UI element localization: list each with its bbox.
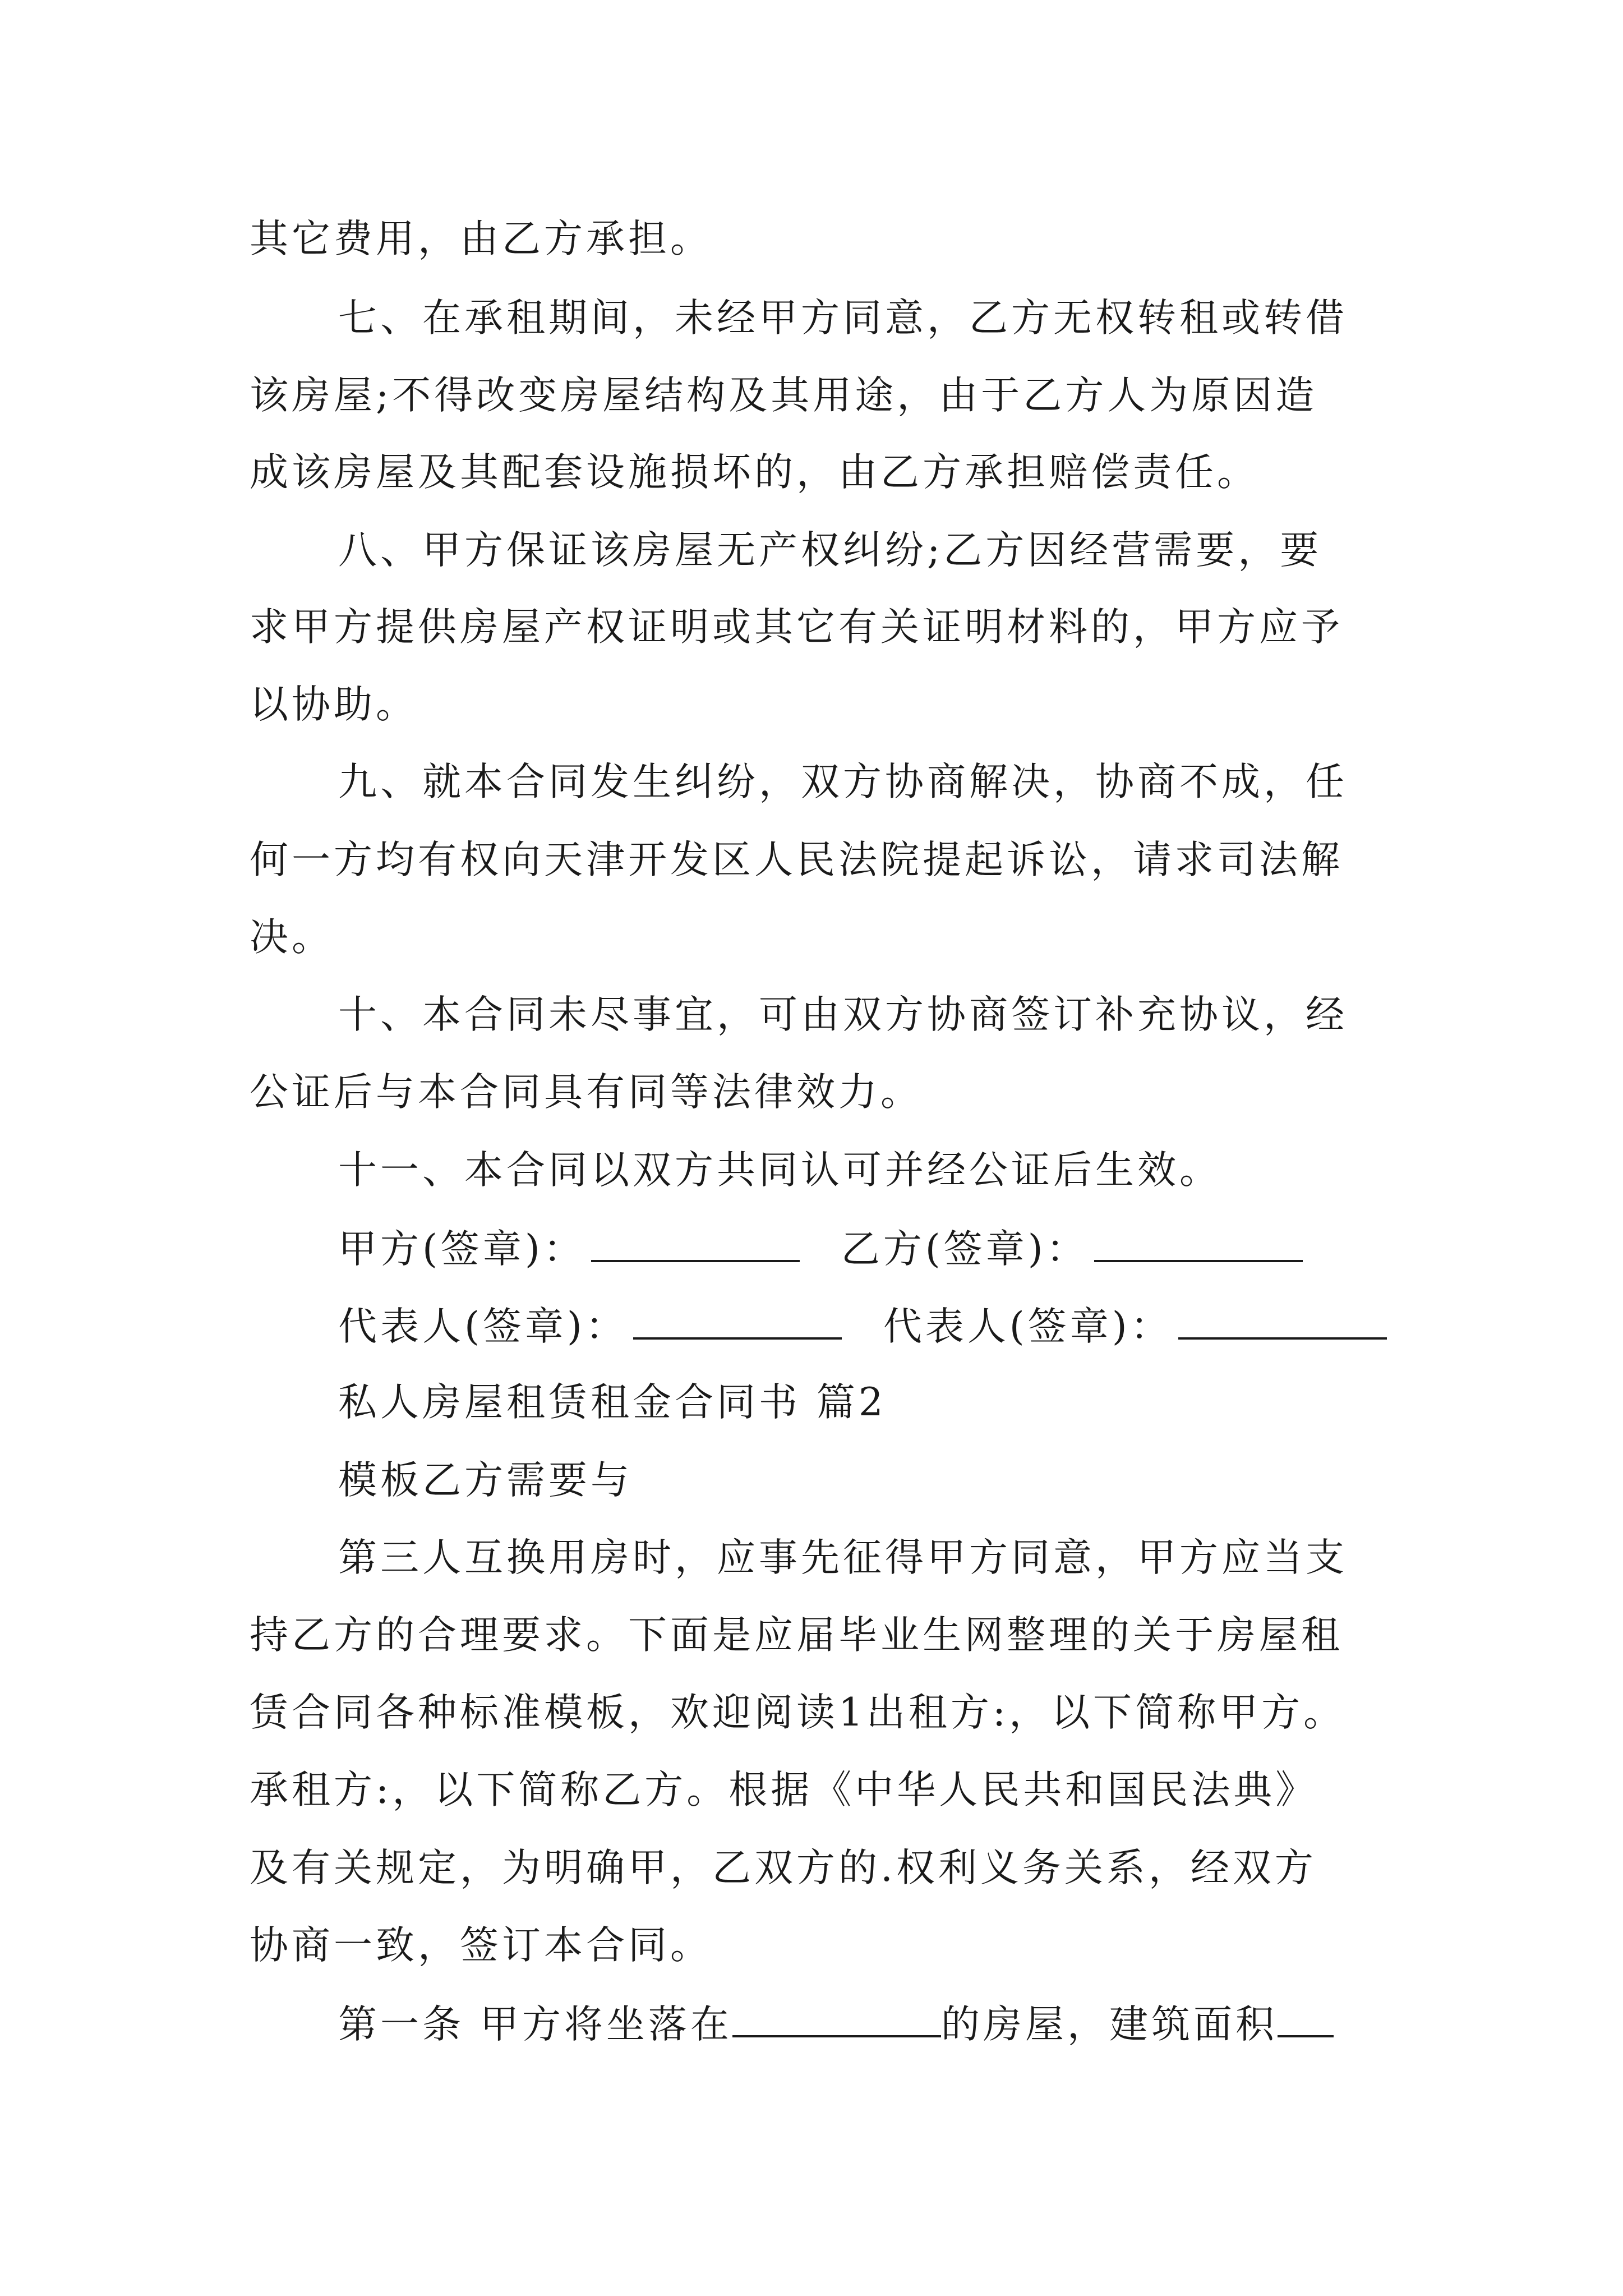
building-area-field[interactable] (1278, 2004, 1334, 2037)
party-a-signature-field[interactable] (591, 1228, 800, 1262)
paragraph-line: 十一、本合同以双方共同认可并经公证后生效。 (338, 1148, 1221, 1193)
party-b-signature-field[interactable] (1094, 1228, 1303, 1262)
paragraph-line: 其它费用，由乙方承担。 (250, 217, 712, 261)
paragraph-line: 第三人互换用房时，应事先征得甲方同意，甲方应当支 (338, 1535, 1348, 1580)
paragraph-line: 及有关规定，为明确甲，乙双方的.权利义务关系，经双方 (250, 1846, 1317, 1890)
paragraph-line: 公证后与本合同具有同等法律效力。 (250, 1070, 923, 1115)
party-b-signature-label: 乙方(签章)： (841, 1227, 1089, 1272)
article-one-prefix: 第一条 甲方将坐落在 (338, 2002, 732, 2047)
paragraph-line: 该房屋;不得改变房屋结构及其用途，由于乙方人为原因造 (250, 373, 1318, 418)
rep-b-signature-field[interactable] (1178, 1306, 1387, 1340)
signature-row-parties (338, 1227, 1303, 1272)
paragraph-line: 求甲方提供房屋产权证明或其它有关证明材料的，甲方应予 (250, 605, 1343, 650)
paragraph-line: 九、就本合同发生纠纷，双方协商解决，协商不成，任 (338, 760, 1348, 804)
section-heading: 私人房屋租赁租金合同书 篇2 (338, 1380, 887, 1425)
rep-a-signature-field[interactable] (633, 1306, 842, 1340)
paragraph-line: 成该房屋及其配套设施损坏的，由乙方承担赔偿责任。 (250, 450, 1259, 495)
paragraph-line: 协商一致，签订本合同。 (250, 1923, 712, 1968)
party-a-signature-label: 甲方(签章)： (338, 1227, 585, 1272)
paragraph-line: 模板乙方需要与 (338, 1458, 633, 1503)
paragraph-line: 承租方:，以下简称乙方。根据《中华人民共和国民法典》 (250, 1768, 1318, 1812)
article-one-middle: 的房屋，建筑面积 (940, 2002, 1278, 2047)
property-location-field[interactable] (732, 2004, 941, 2037)
signature-row-representatives (338, 1304, 1387, 1349)
paragraph-line: 十、本合同未尽事宜，可由双方协商签订补充协议，经 (338, 992, 1348, 1037)
article-one-line (338, 2002, 1334, 2047)
rep-b-signature-label: 代表人(签章)： (883, 1304, 1173, 1349)
paragraph-line: 七、在承租期间，未经甲方同意，乙方无权转租或转借 (338, 296, 1348, 341)
rep-a-signature-label: 代表人(签章)： (338, 1304, 628, 1349)
paragraph-line: 持乙方的合理要求。下面是应届毕业生网整理的关于房屋租 (250, 1613, 1343, 1658)
paragraph-line: 八、甲方保证该房屋无产权纠纷;乙方因经营需要，要 (338, 528, 1322, 573)
paragraph-line: 决。 (250, 915, 334, 960)
paragraph-line: 以协助。 (250, 682, 418, 727)
paragraph-line: 赁合同各种标准模板，欢迎阅读1出租方:，以下简称甲方。 (250, 1690, 1346, 1735)
paragraph-line: 何一方均有权向天津开发区人民法院提起诉讼，请求司法解 (250, 838, 1343, 882)
